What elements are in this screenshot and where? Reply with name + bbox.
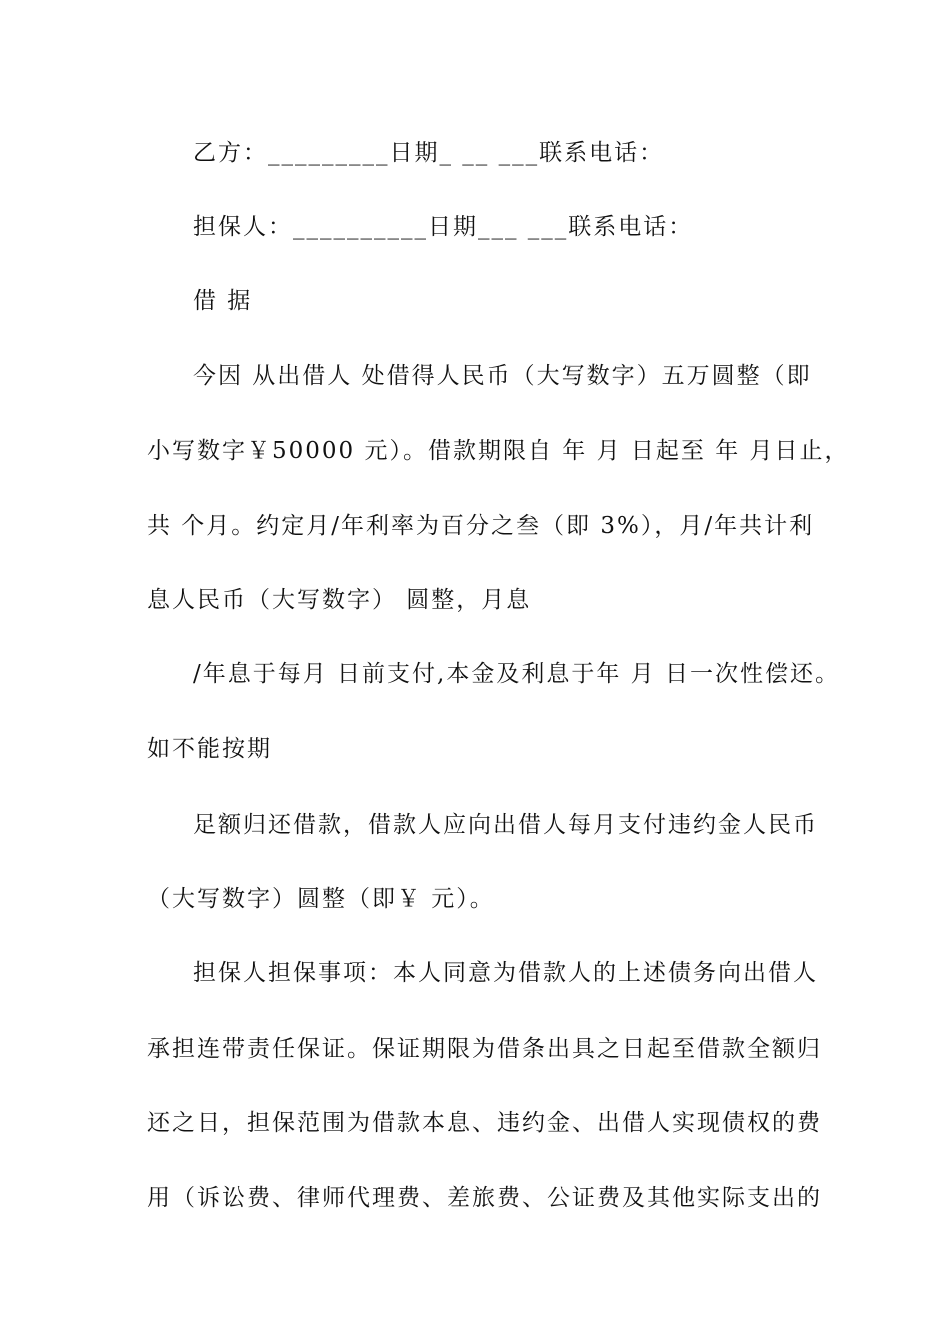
paragraph-line: 足额归还借款，借款人应向出借人每月支付违约金人民币	[193, 812, 818, 838]
paragraph-line: 担保人担保事项：本人同意为借款人的上述债务向出借人	[193, 960, 818, 986]
paragraph-line: 小写数字￥50000 元）。借款期限自 年 月 日起至 年 月日止，	[147, 438, 850, 464]
paragraph-line: （大写数字）圆整（即￥ 元）。	[147, 886, 495, 912]
paragraph-line: 承担连带责任保证。保证期限为借条出具之日起至借款全额归	[147, 1036, 822, 1062]
paragraph-line: 用（诉讼费、律师代理费、差旅费、公证费及其他实际支出的	[147, 1185, 822, 1211]
guarantor-line: 担保人：__________日期___ ___联系电话：	[193, 214, 694, 240]
paragraph-line: 息人民币（大写数字） 圆整，月息	[147, 587, 532, 613]
paragraph-line: /年息于每月 日前支付,本金及利息于年 月 日一次性偿还。	[193, 661, 840, 687]
paragraph-line: 如不能按期	[147, 736, 272, 762]
paragraph-line: 今因 从出借人 处借得人民币（大写数字）五万圆整（即	[193, 363, 812, 389]
receipt-title: 借 据	[193, 288, 253, 314]
paragraph-line: 共 个月。约定月/年利率为百分之叁（即 3%），月/年共计利	[147, 513, 815, 539]
paragraph-line: 还之日，担保范围为借款本息、违约金、出借人实现债权的费	[147, 1110, 822, 1136]
party-b-line: 乙方：_________日期_ __ ___联系电话：	[193, 140, 665, 166]
